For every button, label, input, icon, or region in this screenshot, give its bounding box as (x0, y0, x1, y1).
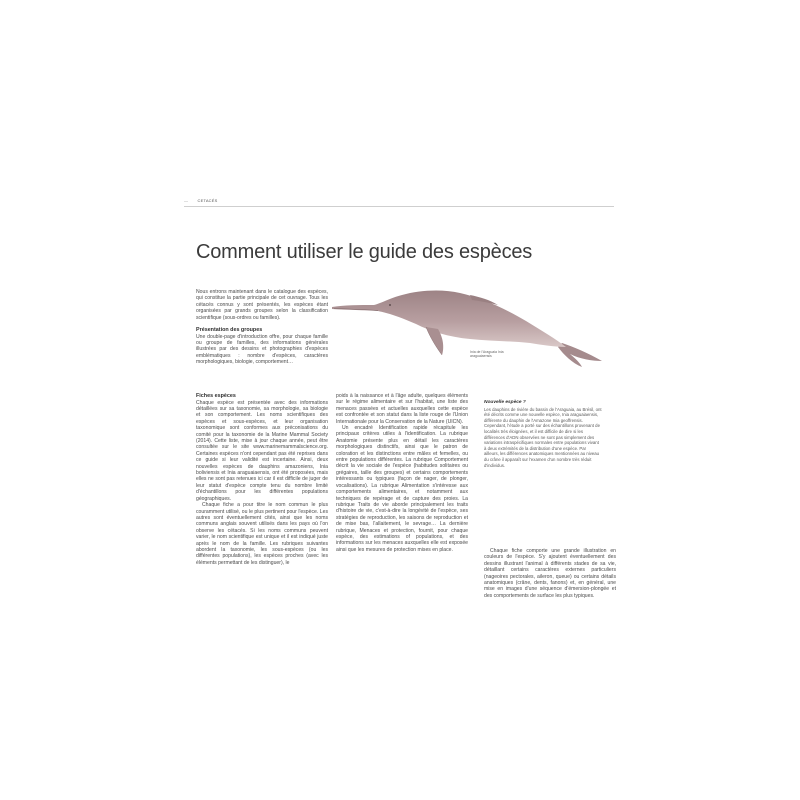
section-label: CETACÉS (197, 198, 218, 203)
fiches-paragraph-3: poids à la naissance et à l'âge adulte, quelques éléments sur le régime alimentaire et sur l'habitat, une liste des menaces passées et actuelles auxquelles cette espèce est confrontée et son statut dans la liste rouge de l'Union Internationale pour la Conservation de la Nature (UICN). (336, 393, 468, 425)
new-species-text: Les dauphins de rivière du bassin de l'Araguaia, au Brésil, ont été décrits comme une nouvelle espèce, Inia araguaiaensis, différente du dauphin de l'Amazone Inia geoffrensis. Cependant, l'étude a porté sur des échantillons provenant de localités très éloignées, et il est difficile de dire si les différences d'ADN observées ne sont pas simplement des variations intraspécifiques normales entre populations vivant à deux extrémités de la distribution d'une espèce. Par ailleurs, les différences anatomiques mentionnées au niveau du crâne il apparaît sur l'examen d'un nombre très réduit d'individus. (484, 406, 602, 468)
text-column-1 (196, 393, 328, 566)
dolphin-illustration (330, 281, 606, 373)
intro-paragraph: Nous entrons maintenant dans le catalogue des espèces, qui constitue la partie principale de cet ouvrage. Tous les cétacés connus y sont présentés, les espèces étant organisées par grands groupes selon la classification scientifique (sous-ordres ou familles). (196, 289, 328, 321)
groups-paragraph: Une double-page d'introduction offre, pour chaque famille ou groupe de familles, des informations générales illustrées par des dessins et photographies d'espèces emblématiques : nombre d'espèces, caractères morphologiques, biologie, comportement… (196, 333, 328, 366)
fiches-paragraph-1: Chaque espèce est présentée avec des informations détaillées sur sa taxonomie, sa morphologie, sa biologie et son comportement. Les noms scientifiques des espèces et sous-espèces, et leur organisation taxonomique sont conformes aux préconisations du comité pour la taxonomie de la Marine Mammal Society (2014). Cette liste, mise à jour chaque année, peut être consultée sur le site www.marinemammalscience.org. Certaines espèces n'ont cependant pas été reprises dans ce guide si leur validité est incertaine. Ainsi, deux nouvelles espèces de dauphins amazoniens, Inia boliviensis et Inia araguaiaensis, ont été proposées, mais elles ne sont pas retenues ici car il est difficile de juger de leur statut d'espèce compte tenu du nombre limité d'échantillons pour les différentes populations géographiques. (196, 399, 328, 502)
text-column-3 (484, 548, 616, 599)
groups-heading: Présentation des groupes (196, 327, 263, 334)
page-title: Comment utiliser le guide des espèces (196, 241, 533, 263)
text-column-2 (336, 393, 468, 553)
fiches-paragraph-4: Un encadré Identification rapide récapitule les principaux critères utiles à l'identification. La rubrique Anatomie présente plus en détail les caractères morphologiques distinctifs, ainsi que le patron de coloration et les distinctions entre mâles et femelles, ou entre populations différentes. La rubrique Comportement décrit la vie sociale de l'espèce (habitudes solitaires ou grégaires, taille des groupes) et certains comportements intéressants ou typiques (façon de nager, de plonger, vocalisations). La rubrique Alimentation s'intéresse aux comportements alimentaires, et notamment aux techniques de repérage et de capture des proies. La rubrique Traits de vie aborde principalement les traits d'histoire de vie, c'est-à-dire la longévité de l'espèce, ses stratégies de reproduction, les saisons de reproduction et de mise bas, l'allaitement, le sevrage… La dernière rubrique, Menaces et protection, fournit, pour chaque espèce, des estimations of populations, et des informations sur les menaces auxquelles elle est exposée ainsi que les mesures de protection mises en place. (336, 425, 468, 553)
fiches-paragraph-5: Chaque fiche comporte une grande illustration en couleurs de l'espèce. S'y ajoutent éventuellement des dessins illustrant l'animal à différents stades de sa vie, détaillant certains caractères externes particuliers (nageoires pectorales, aileron, queue) ou certains détails anatomiques (crâne, dents, fanons) et, en général, une mise en images d'une séquence d'émersion-plongée et des comportements de surface les plus typiques. (484, 548, 616, 599)
header-rule (184, 206, 614, 207)
new-species-heading: Nouvelle espèce ? (484, 400, 526, 405)
fiches-heading: Fiches espèces (196, 393, 236, 399)
page-number: — (184, 198, 189, 203)
river-dolphin-drawing (330, 281, 606, 373)
new-species-box (484, 400, 602, 468)
intro-column (196, 289, 328, 366)
running-head (184, 198, 218, 203)
fiches-paragraph-2: Chaque fiche a pour titre le nom commun le plus couramment utilisé, ou le plus pertinent pour l'espèce. Les autres sont éventuellement cités, ainsi que les noms communs anglais souvent utilisés dans les pays où l'on observe les cétacés. Si les noms communs peuvent varier, le nom scientifique est unique et il est indiqué juste après le nom de la famille. Les rubriques suivantes abordent la taxonomie, les sous-espèces (ou les différentes populations), les espèces proches (avec les éléments permettant de les distinguer), le (196, 502, 328, 566)
illustration-caption: Inia de l'Araguaia Inia araguaiaensis (470, 350, 504, 359)
